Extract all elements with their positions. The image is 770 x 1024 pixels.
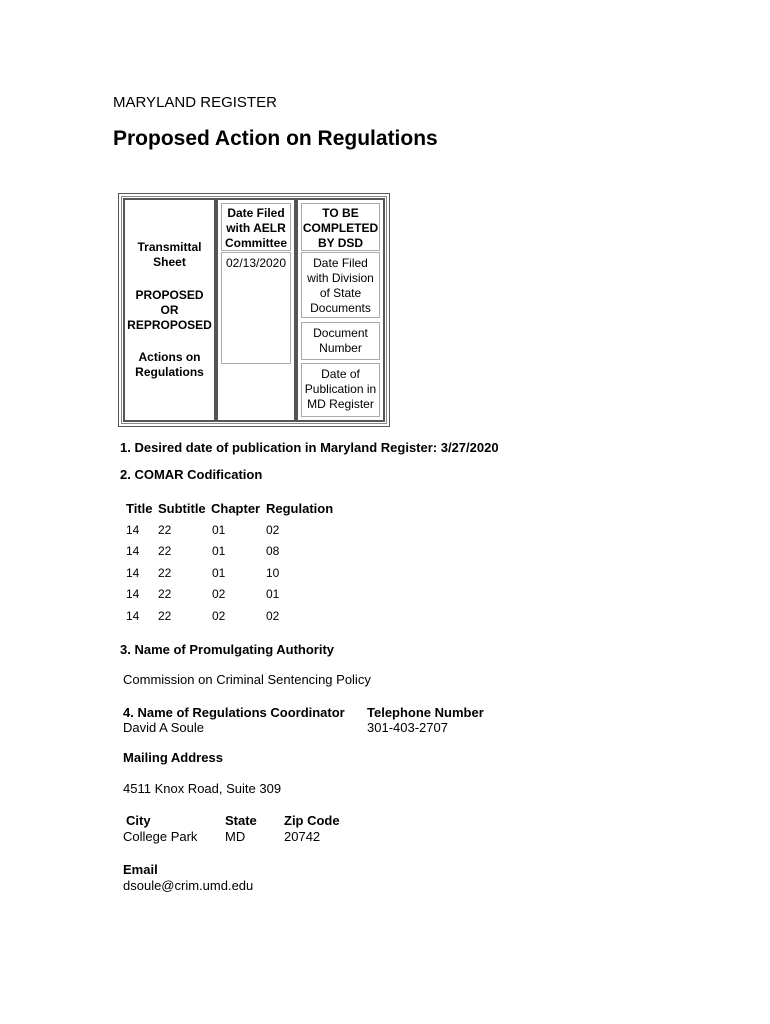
comar-row (0, 523, 400, 538)
authority-name: Commission on Criminal Sentencing Policy (123, 672, 371, 687)
dsd-publication-box (301, 363, 380, 417)
mailing-address: 4511 Knox Road, Suite 309 (123, 781, 282, 796)
register-heading: MARYLAND REGISTER (113, 94, 277, 111)
comar-row (0, 609, 400, 624)
comar-chapter-cell: 01 (212, 523, 226, 537)
email-value: dsoule@crim.umd.edu (123, 878, 254, 893)
transmittal-sheet-line: Sheet (153, 255, 186, 269)
dsd-document-number-box (301, 322, 380, 360)
dsd-date-filed (302, 253, 379, 316)
comar-header-regulation: Regulation (266, 501, 334, 516)
comar-chapter-cell: 02 (212, 587, 226, 601)
dsd-header-line: BY DSD (317, 236, 364, 250)
state-value: MD (225, 829, 246, 844)
dsd-date-filed-line: of State (319, 286, 362, 300)
desired-publication-date: 1. Desired date of publication in Maryland Register: 3/27/2020 (120, 440, 499, 455)
city-label: City (126, 813, 151, 828)
coordinator-name: David A Soule (123, 720, 204, 735)
comar-subtitle-cell: 22 (158, 566, 172, 580)
email-label: Email (123, 862, 158, 877)
dsd-document-number (302, 323, 379, 356)
date-filed-header-line: with AELR (226, 221, 286, 235)
comar-regulation-cell: 02 (266, 609, 280, 623)
zip-label: Zip Code (284, 813, 340, 828)
coordinator-heading: 4. Name of Regulations Coordinator (123, 705, 345, 720)
proposed-type-label (125, 288, 214, 333)
dsd-document-number-line: Number (319, 341, 362, 355)
comar-chapter-cell: 02 (212, 609, 226, 623)
date-filed-value: 02/13/2020 (225, 256, 287, 270)
dsd-publication-line: Publication in (304, 382, 377, 396)
dsd-date-filed-line: Documents (310, 301, 371, 315)
date-filed-value-box (221, 252, 291, 364)
comar-row (0, 587, 400, 602)
transmittal-sheet-label (125, 240, 214, 270)
dsd-date-filed-line: Date Filed (313, 256, 368, 270)
page-title: Proposed Action on Regulations (113, 127, 438, 150)
comar-chapter-cell: 01 (212, 544, 226, 558)
authority-heading: 3. Name of Promulgating Authority (120, 642, 335, 657)
comar-title-cell: 14 (126, 523, 140, 537)
state-label: State (225, 813, 257, 828)
date-filed-header-box (221, 203, 291, 251)
comar-title-cell: 14 (126, 566, 140, 580)
date-filed-header (222, 204, 290, 251)
comar-regulation-cell: 10 (266, 566, 280, 580)
transmittal-left-cell (123, 198, 216, 422)
comar-regulation-cell: 01 (266, 587, 280, 601)
zip-value: 20742 (284, 829, 321, 844)
date-filed-header-line: Committee (224, 236, 287, 250)
dsd-publication (302, 364, 379, 412)
transmittal-sheet-line: Transmittal (137, 240, 202, 254)
comar-subtitle-cell: 22 (158, 523, 172, 537)
comar-regulation-cell: 02 (266, 523, 280, 537)
dsd-document-number-line: Document (313, 326, 368, 340)
city-value: College Park (123, 829, 198, 844)
comar-header-title: Title (126, 501, 153, 516)
dsd-header-line: TO BE (322, 206, 359, 220)
comar-subtitle-cell: 22 (158, 544, 172, 558)
dsd-header-line: COMPLETED (302, 221, 379, 235)
comar-subtitle-cell: 22 (158, 609, 172, 623)
dsd-header (302, 204, 379, 251)
comar-title-cell: 14 (126, 587, 140, 601)
proposed-type-line: REPROPOSED (127, 318, 212, 332)
comar-header-subtitle: Subtitle (158, 501, 206, 516)
actions-label (125, 350, 214, 380)
comar-heading: 2. COMAR Codification (120, 467, 263, 482)
comar-regulation-cell: 08 (266, 544, 280, 558)
proposed-type-line: OR (160, 303, 179, 317)
dsd-date-filed-line: with Division (307, 271, 374, 285)
comar-header-chapter: Chapter (211, 501, 261, 516)
actions-line: Regulations (135, 365, 204, 379)
comar-title-cell: 14 (126, 544, 140, 558)
telephone-number: 301-403-2707 (367, 720, 448, 735)
comar-row (0, 566, 400, 581)
telephone-label: Telephone Number (367, 705, 484, 720)
comar-subtitle-cell: 22 (158, 587, 172, 601)
comar-row (0, 544, 400, 559)
mailing-address-label: Mailing Address (123, 750, 223, 765)
date-filed-aelr-cell (216, 198, 296, 422)
dsd-publication-line: Date of (321, 367, 360, 381)
dsd-date-filed-box (301, 252, 380, 318)
dsd-cell (296, 198, 385, 422)
comar-chapter-cell: 01 (212, 566, 226, 580)
comar-title-cell: 14 (126, 609, 140, 623)
date-filed-header-line: Date Filed (227, 206, 285, 220)
proposed-type-line: PROPOSED (135, 288, 204, 302)
dsd-publication-line: MD Register (307, 397, 374, 411)
actions-line: Actions on (138, 350, 201, 364)
dsd-header-box (301, 203, 380, 251)
